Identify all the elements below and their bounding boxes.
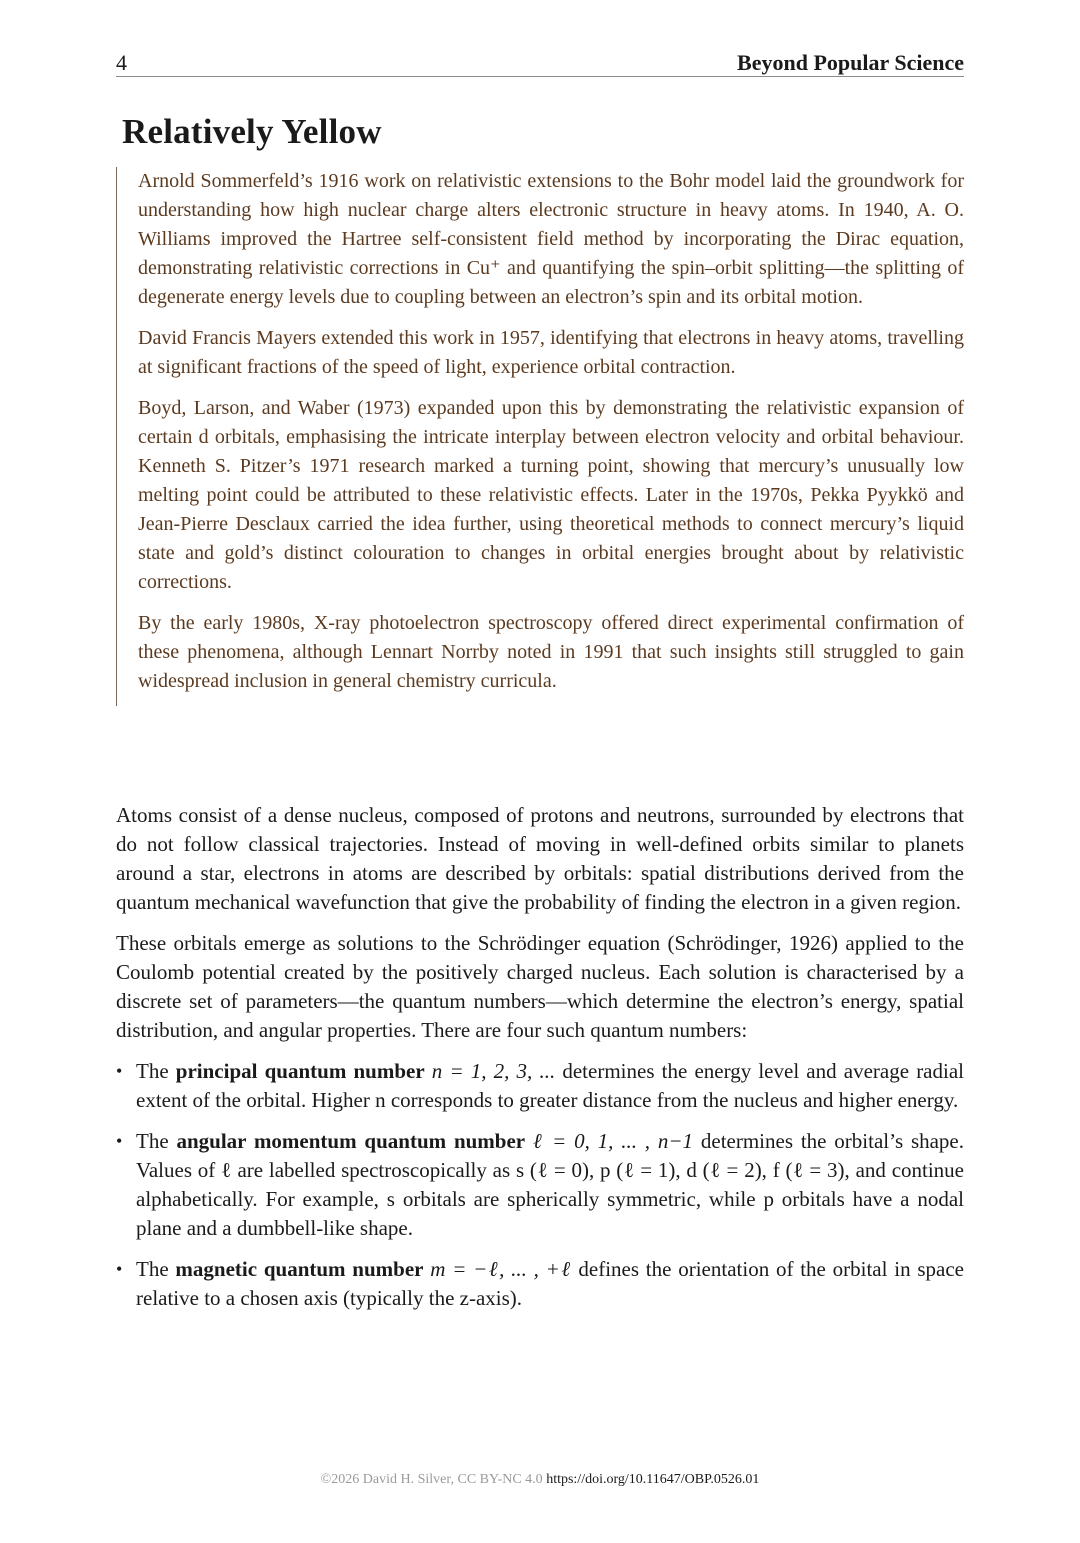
doi-link[interactable]: https://doi.org/10.11647/OBP.0526.01	[546, 1472, 760, 1487]
header-rule	[116, 76, 964, 77]
sidebar-paragraph: Arnold Sommerfeld’s 1916 work on relativistic extensions to the Bohr model laid the groundwork for understanding how high nuclear charge alters electronic structure in heavy atoms. In 1940, A. O. Williams improved the Hartree self-consistent field method by incorporating the Dirac equation, demonstrating relativistic corrections in Cu⁺ and quantifying the spin–orbit splitting—the splitting of degenerate energy levels due to coupling between an electron’s spin and its orbital motion.	[138, 170, 964, 308]
term: principal quantum number	[175, 1059, 425, 1083]
body-paragraph: Atoms consist of a dense nucleus, composed of protons and neutrons, surrounded by electrons that do not follow classical trajectories. Instead of moving in well-defined orbits similar to planets around a star, electrons in atoms are described by orbitals: spatial distributions derived from the quantum mechanical wavefunction that give the probability of finding the electron in a given region.	[116, 803, 964, 914]
section-title: Relatively Yellow	[122, 112, 382, 151]
list-item-magnetic: • The magnetic quantum number m = −ℓ, ... , +ℓ defines the orientation of the orbital in space relative to a chosen axis (typically the z-axis).	[116, 1255, 964, 1313]
historical-sidebar	[116, 167, 964, 706]
sidebar-paragraph: Boyd, Larson, and Waber (1973) expanded upon this by demonstrating the relativistic expansion of certain d orbitals, emphasising the intricate interplay between electron velocity and orbital behaviour. Kenneth S. Pitzer’s 1971 research marked a turning point, showing that mercury’s unusually low melting point could be attributed to these relativistic effects. Later in the 1970s, Pekka Pyykkö and Jean-Pierre Desclaux carried the idea further, using theoretical methods to connect mercury’s liquid state and gold’s distinct colouration to changes in orbital energies brought about by relativistic corrections.	[138, 397, 964, 593]
math: ℓ = 0, 1, ... , n−1	[525, 1129, 694, 1153]
sidebar-paragraph: David Francis Mayers extended this work in 1957, identifying that electrons in heavy atoms, travelling at significant fractions of the speed of light, experience orbital contraction.	[138, 327, 964, 378]
math: m = −ℓ, ... , +ℓ	[423, 1257, 572, 1281]
sidebar-paragraph: By the early 1980s, X-ray photoelectron spectroscopy offered direct experimental confirmation of these phenomena, although Lennart Norrby noted in 1991 that such insights still struggled to gain widespread inclusion in general chemistry curricula.	[138, 612, 964, 692]
list-item-angular: • The angular momentum quantum number ℓ = 0, 1, ... , n−1 determines the orbital’s shape. Values of ℓ are labelled spectroscopically as s (ℓ = 0), p (ℓ = 1), d (ℓ = 2), f (ℓ = 3), and continue alphabetically. For example, s orbitals are spherically symmetric, while p orbitals have a nodal plane and a dumbbell-like shape.	[116, 1127, 964, 1243]
main-body	[116, 801, 964, 1325]
term: angular momentum quantum number	[176, 1129, 526, 1153]
body-paragraph: These orbitals emerge as solutions to the Schrödinger equation (Schrödinger, 1926) applied to the Coulomb potential created by the positively charged nucleus. Each solution is characterised by a discrete set of parameters—the quantum numbers—which determine the electron’s energy, spatial distribution, and angular properties. There are four such quantum numbers:	[116, 931, 964, 1042]
term: magnetic quantum number	[175, 1257, 424, 1281]
quantum-number-list	[116, 1057, 964, 1313]
running-head	[116, 46, 964, 76]
book-title: Beyond Popular Science	[737, 50, 964, 75]
footer	[0, 1472, 1080, 1488]
copyright-notice: ©2026 David H. Silver, CC BY-NC 4.0	[320, 1472, 547, 1487]
list-item-principal: • The principal quantum number n = 1, 2, 3, ... determines the energy level and average radial extent of the orbital. Higher n corresponds to greater distance from the nucleus and higher energy.	[116, 1057, 964, 1115]
page-number: 4	[116, 50, 127, 75]
math: n = 1, 2, 3, ...	[424, 1059, 556, 1083]
